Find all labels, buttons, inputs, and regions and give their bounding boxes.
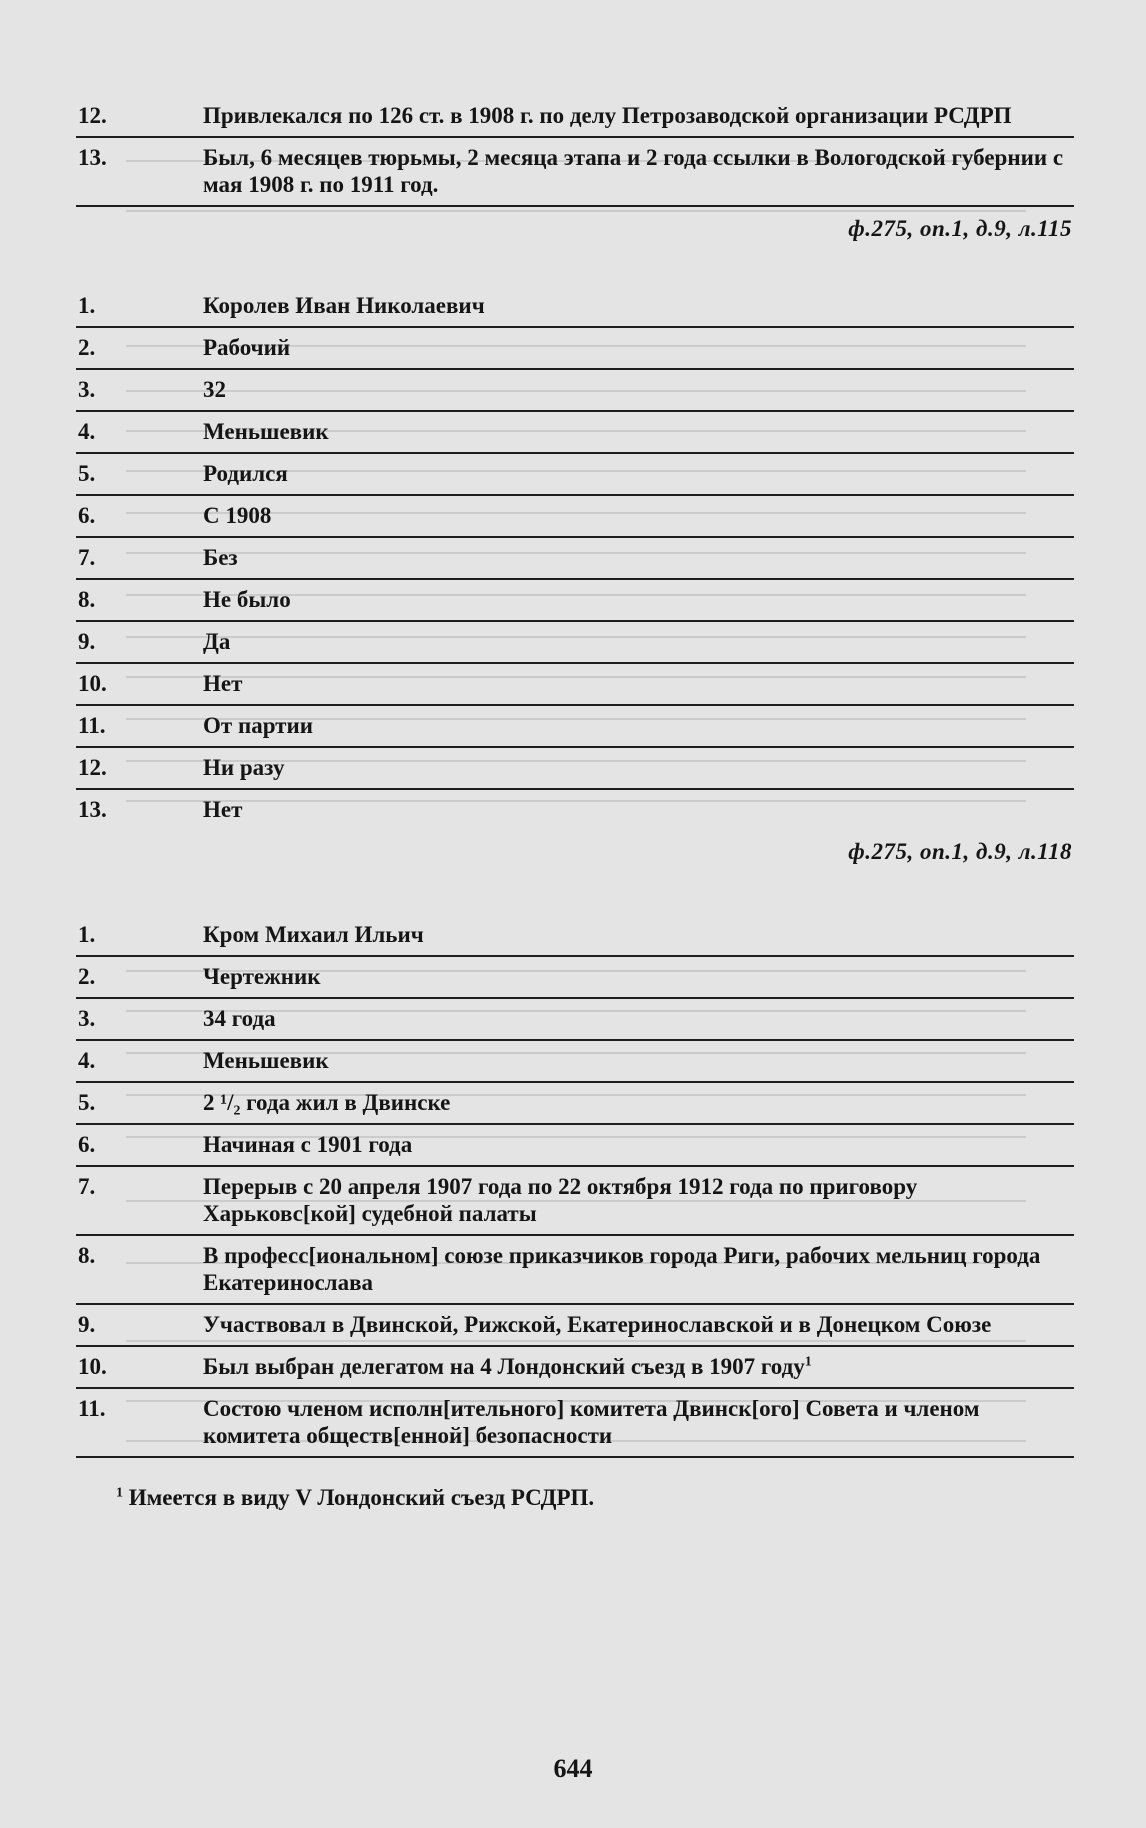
table-row: [76, 1041, 1074, 1083]
page-number: 644: [553, 1754, 593, 1783]
table-row: [76, 1125, 1074, 1167]
footnote: [76, 1484, 1074, 1511]
row-text: С 1908: [203, 503, 272, 528]
table-row: [76, 957, 1074, 999]
row-text: Нет: [203, 671, 243, 696]
row-number: 8.: [78, 1243, 96, 1268]
table-row: [76, 328, 1074, 370]
table-row: [76, 915, 1074, 957]
table-row: [76, 496, 1074, 538]
row-number: 13.: [78, 145, 107, 170]
footnote-number: 1: [116, 1485, 123, 1501]
table-row: [76, 1305, 1074, 1347]
row-number: 2.: [78, 335, 96, 360]
table-row: [76, 96, 1074, 138]
table-row: [76, 1083, 1074, 1125]
row-number: 4.: [78, 1048, 96, 1073]
row-text: Родился: [203, 461, 288, 486]
row-text: Кром Михаил Ильич: [203, 922, 424, 947]
table-row: [76, 622, 1074, 664]
row-text: Был, 6 месяцев тюрьмы, 2 месяца этапа и 2 года ссылки в Вологодской губернии с мая 1908 г. по 1911 год.: [203, 145, 1064, 197]
row-number: 10.: [78, 1354, 107, 1379]
row-number: 6.: [78, 503, 96, 528]
table-row: [76, 454, 1074, 496]
footnote-text: Имеется в виду V Лондонский съезд РСДРП.: [128, 1485, 595, 1510]
row-number: 3.: [78, 1006, 96, 1031]
row-text: Меньшевик: [203, 1048, 329, 1073]
row-number: 2.: [78, 964, 96, 989]
footnote-mark: 1: [804, 1354, 812, 1370]
row-number: 12.: [78, 103, 107, 128]
row-text: Меньшевик: [203, 419, 329, 444]
table-row: [76, 580, 1074, 622]
row-text: Перерыв с 20 апреля 1907 года по 22 октября 1912 года по приговору Харьковс[кой] судебной палаты: [203, 1174, 918, 1226]
row-text: Не было: [203, 587, 291, 612]
archive-reference: ф.275, оп.1, д.9, л.118: [848, 839, 1072, 864]
row-number: 11.: [78, 1396, 106, 1421]
table-row: [76, 1167, 1074, 1236]
block-2: [76, 286, 1074, 875]
page-content: [76, 96, 1074, 1511]
row-number: 3.: [78, 377, 96, 402]
table-row: [76, 1236, 1074, 1305]
row-text: [203, 1353, 1074, 1380]
table-row: [76, 706, 1074, 748]
row-number: 6.: [78, 1132, 96, 1157]
table-row: [76, 999, 1074, 1041]
row-number: 1.: [78, 293, 96, 318]
row-text: 34 года: [203, 1006, 276, 1031]
row-number: 8.: [78, 587, 96, 612]
row-text-content: Был выбран делегатом на 4 Лондонский съезд в 1907 году: [203, 1354, 805, 1379]
table-row: [76, 790, 1074, 830]
row-number: 5.: [78, 461, 96, 486]
row-text: Без: [203, 545, 238, 570]
row-number: 9.: [78, 629, 96, 654]
table-row: [76, 412, 1074, 454]
row-text: Начиная с 1901 года: [203, 1132, 413, 1157]
row-number: 9.: [78, 1312, 96, 1337]
row-number: 7.: [78, 1174, 96, 1199]
row-text: Да: [203, 629, 231, 654]
table-row: [76, 370, 1074, 412]
table-row: [76, 664, 1074, 706]
block-1: [76, 96, 1074, 252]
table-row: [76, 286, 1074, 328]
row-text: В професс[иональном] союзе приказчиков города Риги, рабочих мельниц города Екатеринослава: [203, 1243, 1041, 1295]
row-number: 10.: [78, 671, 107, 696]
archive-reference: ф.275, оп.1, д.9, л.115: [848, 216, 1072, 241]
row-text: 2 ¹/₂ года жил в Двинске: [203, 1090, 451, 1115]
row-text: Рабочий: [203, 335, 291, 360]
row-text: От партии: [203, 713, 313, 738]
row-number: 5.: [78, 1090, 96, 1115]
row-number: 7.: [78, 545, 96, 570]
row-text: Чертежник: [203, 964, 321, 989]
row-number: 1.: [78, 922, 96, 947]
row-text: 32: [203, 377, 226, 402]
table-row: [76, 1347, 1074, 1389]
row-text: Привлекался по 126 ст. в 1908 г. по делу Петрозаводской организации РСДРП: [203, 103, 1012, 128]
table-row: [76, 138, 1074, 207]
row-text: Участвовал в Двинской, Рижской, Екатеринославской и в Донецком Союзе: [203, 1312, 992, 1337]
row-text: Ни разу: [203, 755, 285, 780]
row-text: Состою членом исполн[ительного] комитета Двинск[ого] Совета и членом комитета обществ[енной] безопасности: [203, 1396, 980, 1448]
row-number: 11.: [78, 713, 106, 738]
row-number: 4.: [78, 419, 96, 444]
block-3: [76, 915, 1074, 1458]
row-number: 12.: [78, 755, 107, 780]
row-number: 13.: [78, 797, 107, 822]
row-text: Нет: [203, 797, 243, 822]
table-row: [76, 748, 1074, 790]
row-text: Королев Иван Николаевич: [203, 293, 485, 318]
table-row: [76, 1389, 1074, 1458]
table-row: [76, 538, 1074, 580]
